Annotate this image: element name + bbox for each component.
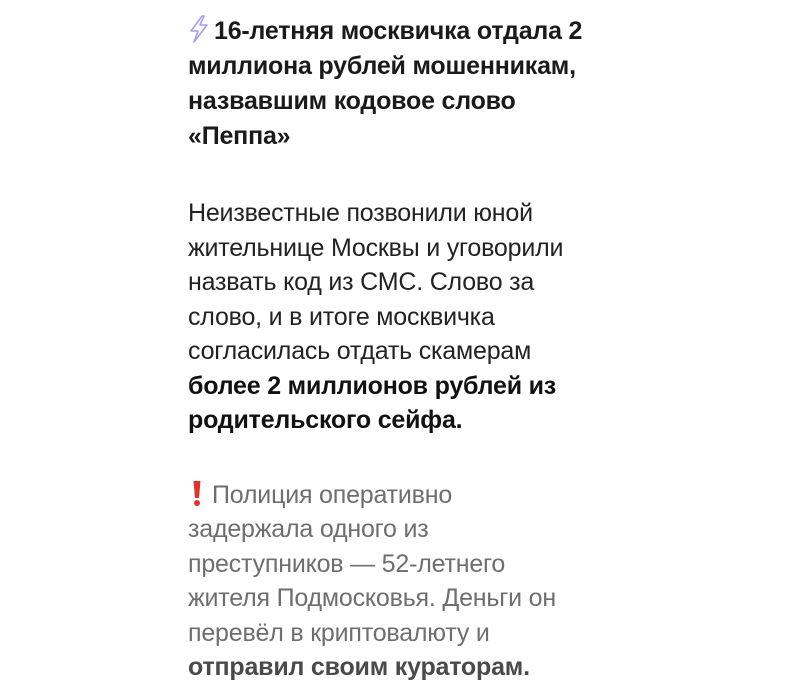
- paragraph-line: слово, и в итоге москвичка: [188, 302, 495, 331]
- paragraph-line: согласилась отдать скамерам: [188, 337, 532, 365]
- news-post: [188, 14, 628, 685]
- post-headline: [188, 14, 628, 154]
- headline-line-3: назвавшим кодовое слово: [188, 87, 516, 115]
- paragraph-line: Неизвестные позвонили юной: [188, 199, 533, 227]
- paragraph-police: [188, 478, 628, 685]
- exclamation-icon: [190, 479, 204, 507]
- headline-line-4: «Пеппа»: [188, 122, 291, 150]
- paragraph-line: перевёл в криптовалюту и: [188, 618, 490, 647]
- paragraph-line: назвать код из СМС. Слово за: [188, 268, 535, 296]
- headline-line-2: миллиона рублей мошенникам,: [188, 52, 576, 80]
- paragraph-bold-line: более 2 миллионов рублей из: [188, 371, 557, 400]
- paragraph-intro: [188, 196, 628, 438]
- paragraph-line: [188, 478, 628, 513]
- paragraph-line: жителя Подмосковья. Деньги он: [188, 584, 556, 612]
- headline-line-1: [188, 14, 628, 49]
- paragraph-line: преступников — 52-летнего: [188, 549, 506, 578]
- headline-text: 16-летняя москвичка отдала 2: [214, 17, 583, 45]
- paragraph-bold-line: отправил своим кураторам.: [188, 653, 530, 681]
- paragraph-line: задержала одного из: [188, 515, 429, 543]
- lightning-icon: [188, 15, 210, 43]
- paragraph-text: Полиция оперативно: [212, 480, 453, 509]
- paragraph-line: жительнице Москвы и уговорили: [188, 233, 564, 262]
- paragraph-bold-line: родительского сейфа.: [188, 406, 463, 434]
